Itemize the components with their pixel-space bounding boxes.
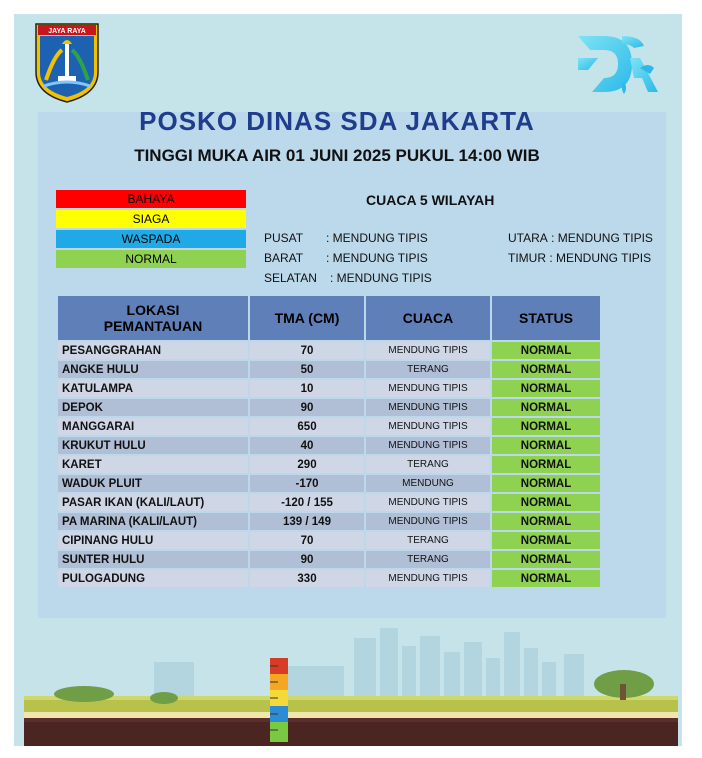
cell-status: NORMAL — [492, 399, 600, 416]
table-row — [58, 494, 600, 511]
cell-cuaca: TERANG — [366, 532, 490, 549]
cell-tma: 290 — [250, 456, 364, 473]
weather-timur — [508, 251, 651, 265]
cell-lokasi: WADUK PLUIT — [58, 475, 248, 492]
weather-selatan — [264, 271, 432, 285]
cell-status: NORMAL — [492, 437, 600, 454]
table-row — [58, 456, 600, 473]
legend-normal: NORMAL — [56, 250, 246, 268]
header-tma: TMA (CM) — [250, 296, 364, 340]
header-status: STATUS — [492, 296, 600, 340]
jakarta-emblem-icon — [32, 20, 102, 104]
table-row — [58, 361, 600, 378]
cell-status: NORMAL — [492, 475, 600, 492]
cell-status: NORMAL — [492, 361, 600, 378]
cell-status: NORMAL — [492, 513, 600, 530]
cell-status: NORMAL — [492, 532, 600, 549]
cell-cuaca: TERANG — [366, 361, 490, 378]
cell-tma: -170 — [250, 475, 364, 492]
table-row — [58, 380, 600, 397]
table-row — [58, 570, 600, 587]
cell-lokasi: PULOGADUNG — [58, 570, 248, 587]
weather-pusat-value: : MENDUNG TIPIS — [326, 231, 428, 245]
cell-tma: 90 — [250, 551, 364, 568]
cell-status: NORMAL — [492, 494, 600, 511]
cell-lokasi: CIPINANG HULU — [58, 532, 248, 549]
cell-tma: 10 — [250, 380, 364, 397]
weather-utara-label: UTARA — [508, 231, 548, 245]
weather-selatan-value: : MENDUNG TIPIS — [330, 271, 432, 285]
cell-lokasi: KRUKUT HULU — [58, 437, 248, 454]
cell-tma: 70 — [250, 532, 364, 549]
table-row — [58, 342, 600, 359]
svg-text:JAYA RAYA: JAYA RAYA — [48, 28, 86, 35]
cell-cuaca: MENDUNG TIPIS — [366, 418, 490, 435]
cell-status: NORMAL — [492, 418, 600, 435]
cell-cuaca: MENDUNG TIPIS — [366, 399, 490, 416]
cell-lokasi: PA MARINA (KALI/LAUT) — [58, 513, 248, 530]
weather-barat — [264, 251, 428, 265]
header-cuaca: CUACA — [366, 296, 490, 340]
weather-selatan-label: SELATAN — [264, 271, 317, 285]
page-subtitle: TINGGI MUKA AIR 01 JUNI 2025 PUKUL 14:00 WIB — [134, 146, 540, 165]
table-row — [58, 418, 600, 435]
cell-lokasi: ANGKE HULU — [58, 361, 248, 378]
cell-cuaca: MENDUNG TIPIS — [366, 342, 490, 359]
legend-bahaya: BAHAYA — [56, 190, 246, 208]
cell-lokasi: DEPOK — [58, 399, 248, 416]
weather-timur-value: : MENDUNG TIPIS — [549, 251, 652, 265]
table-row — [58, 551, 600, 568]
header-lokasi-line2: PEMANTAUAN — [103, 318, 203, 334]
table-row — [58, 399, 600, 416]
cell-status: NORMAL — [492, 570, 600, 587]
cell-tma: 70 — [250, 342, 364, 359]
weather-barat-label: BARAT — [264, 251, 304, 265]
cell-lokasi: MANGGARAI — [58, 418, 248, 435]
cell-lokasi: SUNTER HULU — [58, 551, 248, 568]
weather-utara-value: : MENDUNG TIPIS — [551, 231, 653, 245]
cell-status: NORMAL — [492, 551, 600, 568]
cell-cuaca: TERANG — [366, 456, 490, 473]
weather-title: CUACA 5 WILAYAH — [366, 192, 495, 208]
weather-pusat — [264, 231, 428, 245]
table-row — [58, 437, 600, 454]
cell-tma: 90 — [250, 399, 364, 416]
cell-status: NORMAL — [492, 380, 600, 397]
weather-timur-label: TIMUR — [508, 251, 546, 265]
legend-waspada: WASPADA — [56, 230, 246, 248]
cell-cuaca: MENDUNG TIPIS — [366, 437, 490, 454]
cell-cuaca: MENDUNG TIPIS — [366, 380, 490, 397]
cell-tma: 50 — [250, 361, 364, 378]
table-row — [58, 475, 600, 492]
cell-lokasi: PASAR IKAN (KALI/LAUT) — [58, 494, 248, 511]
page-title: POSKO DINAS SDA JAKARTA — [139, 106, 535, 136]
cell-status: NORMAL — [492, 342, 600, 359]
sda-logo-icon — [574, 28, 664, 100]
city-landscape-illustration — [24, 618, 678, 746]
cell-tma: 650 — [250, 418, 364, 435]
cell-tma: 139 / 149 — [250, 513, 364, 530]
header-lokasi — [58, 296, 248, 340]
cell-tma: -120 / 155 — [250, 494, 364, 511]
header-lokasi-line1: LOKASI — [126, 302, 180, 318]
cell-cuaca: MENDUNG — [366, 475, 490, 492]
cell-cuaca: MENDUNG TIPIS — [366, 570, 490, 587]
water-level-table — [56, 294, 602, 589]
cell-status: NORMAL — [492, 456, 600, 473]
cell-cuaca: MENDUNG TIPIS — [366, 513, 490, 530]
table-row — [58, 532, 600, 549]
cell-cuaca: TERANG — [366, 551, 490, 568]
weather-barat-value: : MENDUNG TIPIS — [326, 251, 428, 265]
cell-tma: 330 — [250, 570, 364, 587]
cell-lokasi: KARET — [58, 456, 248, 473]
cell-tma: 40 — [250, 437, 364, 454]
cell-cuaca: MENDUNG TIPIS — [366, 494, 490, 511]
cell-lokasi: PESANGGRAHAN — [58, 342, 248, 359]
cell-lokasi: KATULAMPA — [58, 380, 248, 397]
legend-siaga: SIAGA — [56, 210, 246, 228]
table-row — [58, 513, 600, 530]
weather-pusat-label: PUSAT — [264, 231, 304, 245]
weather-utara — [508, 231, 653, 245]
